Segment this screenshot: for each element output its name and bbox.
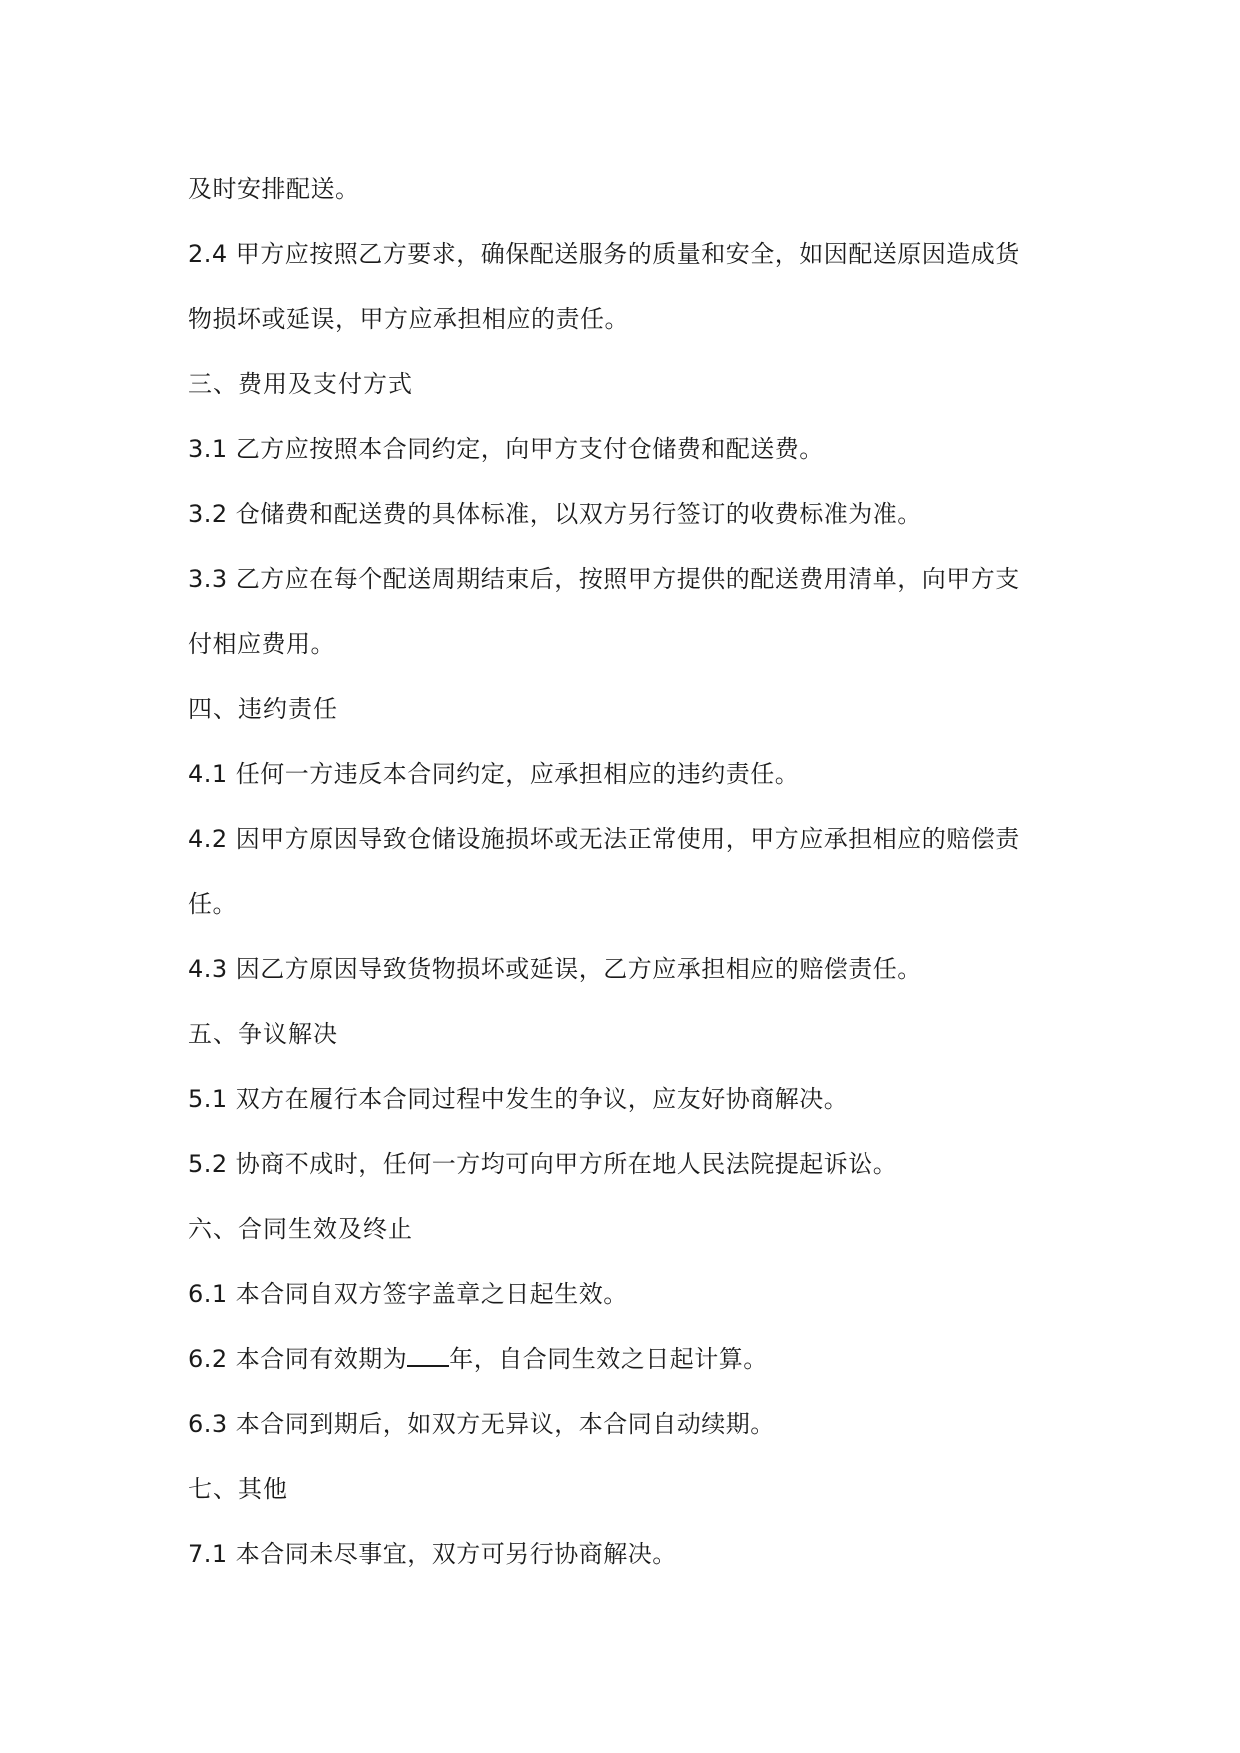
section-heading-fees: 三、费用及支付方式 bbox=[188, 370, 413, 398]
clause-3-2: 3.2 仓储费和配送费的具体标准，以双方另行签订的收费标准为准。 bbox=[188, 500, 922, 528]
clause-6-2-suffix: 年，自合同生效之日起计算。 bbox=[449, 1345, 768, 1373]
clause-4-3: 4.3 因乙方原因导致货物损坏或延误，乙方应承担相应的赔偿责任。 bbox=[188, 955, 922, 983]
clause-3-1: 3.1 乙方应按照本合同约定，向甲方支付仓储费和配送费。 bbox=[188, 435, 824, 463]
clause-2-4: 2.4 甲方应按照乙方要求，确保配送服务的质量和安全，如因配送原因造成货 bbox=[188, 240, 1020, 268]
clause-4-1: 4.1 任何一方违反本合同约定，应承担相应的违约责任。 bbox=[188, 760, 800, 788]
clause-6-2-prefix: 6.2 本合同有效期为 bbox=[188, 1345, 408, 1373]
text-line: 物损坏或延误，甲方应承担相应的责任。 bbox=[188, 305, 629, 333]
blank-term-years bbox=[407, 1343, 449, 1367]
section-heading-effect: 六、合同生效及终止 bbox=[188, 1215, 413, 1243]
section-heading-other: 七、其他 bbox=[188, 1475, 288, 1503]
clause-5-1: 5.1 双方在履行本合同过程中发生的争议，应友好协商解决。 bbox=[188, 1085, 849, 1113]
text-line: 付相应费用。 bbox=[188, 630, 335, 658]
clause-4-2: 4.2 因甲方原因导致仓储设施损坏或无法正常使用，甲方应承担相应的赔偿责 bbox=[188, 825, 1020, 853]
clause-5-2: 5.2 协商不成时，任何一方均可向甲方所在地人民法院提起诉讼。 bbox=[188, 1150, 898, 1178]
clause-7-1: 7.1 本合同未尽事宜，双方可另行协商解决。 bbox=[188, 1540, 677, 1568]
clause-3-3: 3.3 乙方应在每个配送周期结束后，按照甲方提供的配送费用清单，向甲方支 bbox=[188, 565, 1020, 593]
section-heading-breach: 四、违约责任 bbox=[188, 695, 338, 723]
clause-6-1: 6.1 本合同自双方签字盖章之日起生效。 bbox=[188, 1280, 628, 1308]
text-line: 任。 bbox=[188, 890, 237, 918]
clause-6-2 bbox=[188, 1327, 1068, 1392]
document-body bbox=[188, 157, 1068, 1587]
text-line: 及时安排配送。 bbox=[188, 175, 360, 203]
clause-6-3: 6.3 本合同到期后，如双方无异议，本合同自动续期。 bbox=[188, 1410, 775, 1438]
section-heading-dispute: 五、争议解决 bbox=[188, 1020, 338, 1048]
